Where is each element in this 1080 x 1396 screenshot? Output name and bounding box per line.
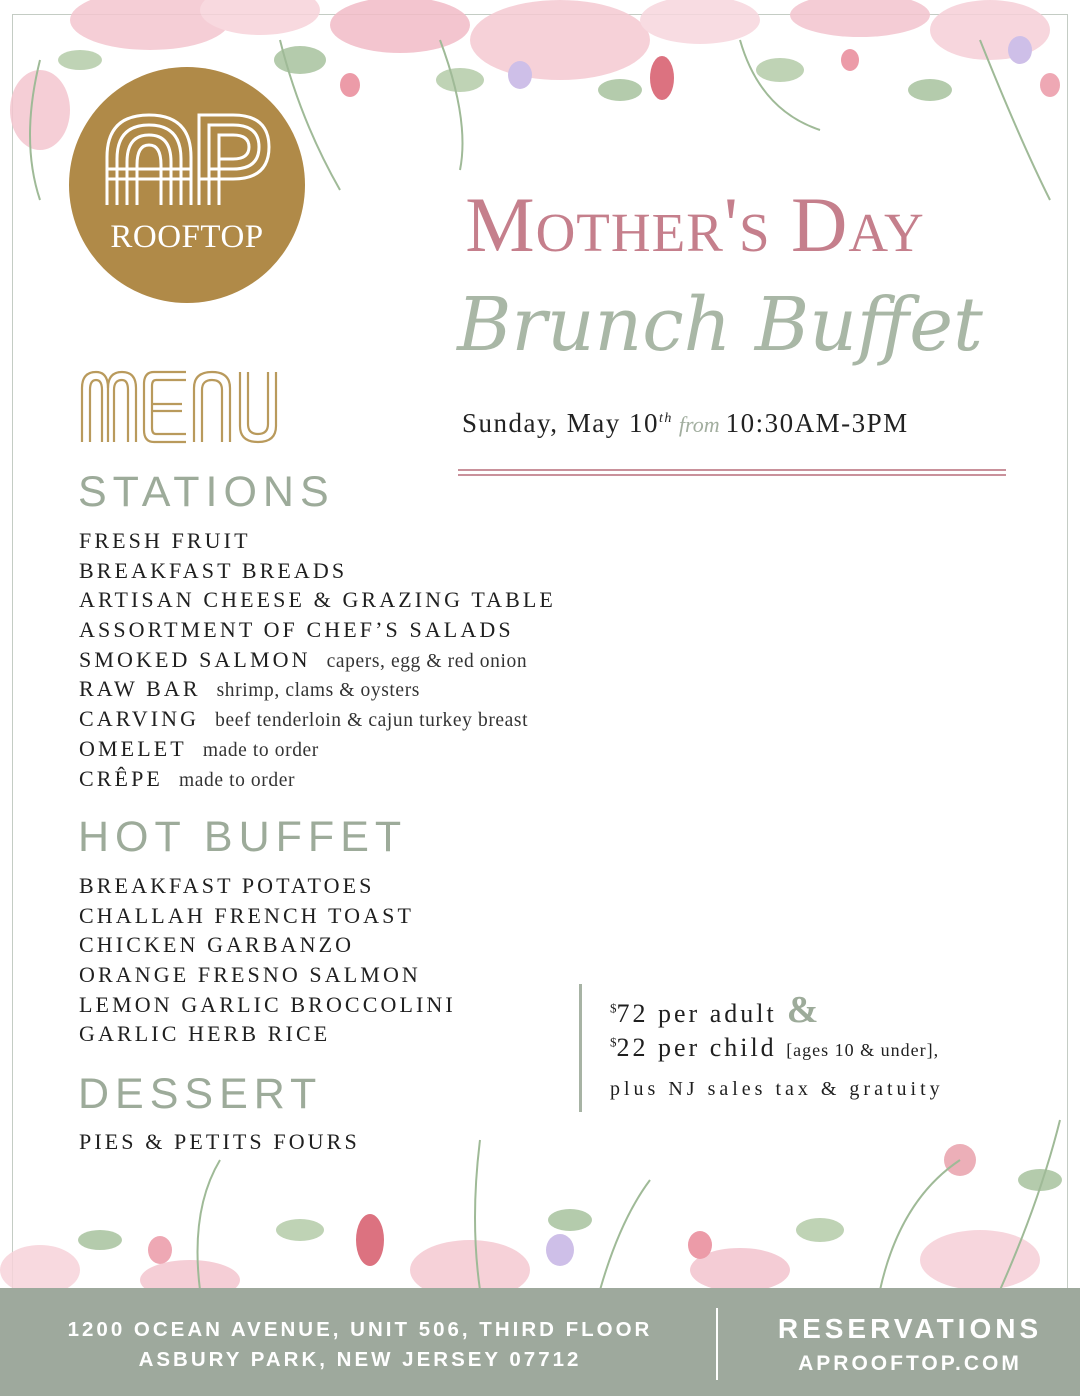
ap-rooftop-logo	[69, 67, 305, 303]
list-item: RAW BAR shrimp, clams & oysters	[79, 676, 420, 702]
child-price: $22 per child [ages 10 & under],	[610, 1033, 940, 1062]
event-from-text: from	[678, 412, 720, 437]
currency-symbol: $	[610, 1000, 617, 1016]
ampersand: &	[786, 989, 822, 1031]
list-item: ARTISAN CHEESE & GRAZING TABLE	[79, 587, 556, 613]
event-date-time	[462, 408, 1022, 439]
tax-note: plus NJ sales tax & gratuity	[610, 1078, 944, 1100]
footer-bar	[0, 1288, 1080, 1396]
ap-monogram-icon	[99, 107, 275, 207]
list-item: CRÊPE made to order	[79, 765, 296, 791]
divider-rule-top	[458, 469, 1006, 471]
address-line-2: ASBURY PARK, NEW JERSEY 07712	[138, 1348, 582, 1371]
reservations-label: RESERVATIONS	[777, 1313, 1043, 1344]
child-ages-note: [ages 10 & under],	[786, 1040, 940, 1060]
event-day-date: Sunday, May 10	[462, 408, 659, 438]
list-item: ASSORTMENT OF CHEF’S SALADS	[79, 617, 514, 643]
event-date-suffix: th	[659, 411, 673, 426]
adult-price: $72 per adult &	[610, 989, 822, 1031]
hot-buffet-heading: HOT BUFFET	[78, 813, 408, 861]
list-item: OMELET made to order	[79, 735, 319, 761]
list-item: CHALLAH FRENCH TOAST	[79, 902, 414, 928]
list-item: SMOKED SALMON capers, egg & red onion	[79, 646, 528, 672]
dessert-heading: DESSERT	[78, 1070, 323, 1118]
list-item: PIES & PETITS FOURS	[79, 1129, 360, 1154]
list-item: LEMON GARLIC BROCCOLINI	[79, 991, 456, 1017]
menu-label-text: MENU	[78, 356, 81, 357]
footer-divider	[716, 1308, 718, 1380]
menu-label	[78, 356, 298, 446]
list-item: CARVING beef tenderloin & cajun turkey breast	[79, 706, 529, 732]
list-item: ORANGE FRESNO SALMON	[79, 962, 421, 988]
dessert-list	[79, 1127, 360, 1157]
divider-rule-bottom	[458, 474, 1006, 476]
item-description: made to order	[178, 769, 296, 791]
page-subtitle: Brunch Buffet	[457, 282, 983, 368]
item-description: capers, egg & red onion	[326, 650, 528, 672]
logo-wordmark: ROOFTOP	[110, 219, 264, 255]
stations-heading: STATIONS	[78, 468, 335, 516]
list-item: FRESH FRUIT	[79, 528, 251, 553]
item-description: made to order	[202, 739, 319, 761]
pricing-divider	[579, 984, 582, 1112]
list-item: BREAKFAST POTATOES	[79, 873, 375, 898]
hot-buffet-list	[79, 871, 456, 1049]
address-line-1: 1200 OCEAN AVENUE, UNIT 506, THIRD FLOOR	[67, 1318, 653, 1341]
page-title: Mother's Day	[465, 181, 925, 268]
event-time: 10:30AM-3PM	[725, 408, 909, 438]
stations-list	[79, 526, 556, 793]
list-item: CHICKEN GARBANZO	[79, 932, 355, 958]
item-description: beef tenderloin & cajun turkey breast	[215, 710, 529, 732]
list-item: GARLIC HERB RICE	[79, 1021, 331, 1047]
list-item: BREAKFAST BREADS	[79, 557, 348, 583]
website-link[interactable]: APROOFTOP.COM	[798, 1352, 1022, 1375]
currency-symbol: $	[610, 1034, 617, 1050]
item-description: shrimp, clams & oysters	[216, 680, 420, 702]
